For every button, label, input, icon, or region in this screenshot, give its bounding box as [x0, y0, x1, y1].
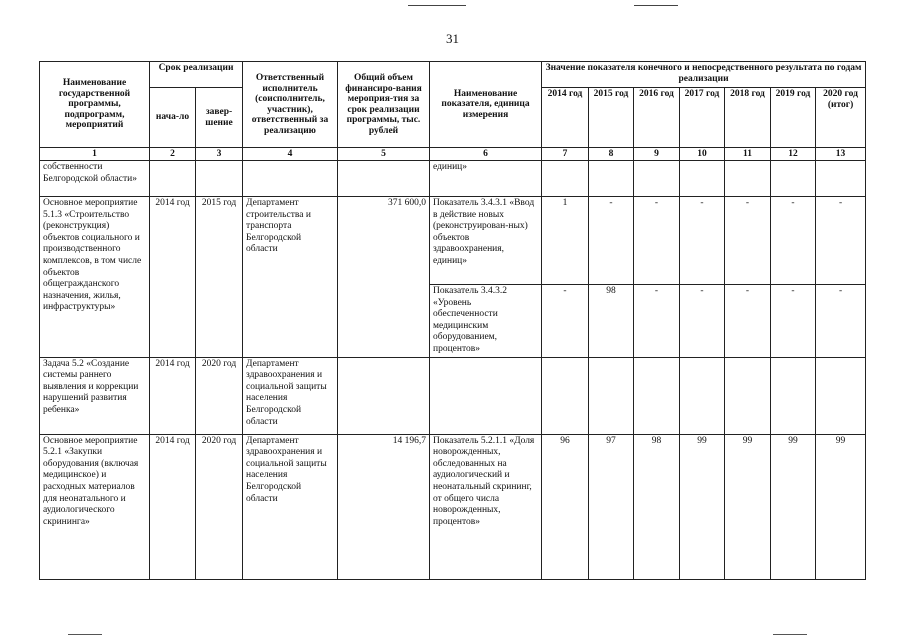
header-values-group: Значение показателя конечного и непосредственного результата по годам реализации — [542, 62, 866, 88]
value-cell: - — [634, 285, 680, 358]
header-name: Наименование государственной программы, подпрограмм, мероприятий — [40, 62, 150, 148]
program-table — [39, 61, 866, 580]
value-cell: 99 — [725, 434, 771, 579]
column-number: 13 — [816, 148, 866, 161]
m521-end: 2020 год — [196, 434, 243, 579]
value-cell: - — [771, 285, 816, 358]
m521-name: Основное мероприятие 5.2.1 «Закупки оборудования (включая медицинское) и расходных материалов для неонатального и аудиологического скрининга» — [40, 434, 150, 579]
header-indicator: Наименование показателя, единица измерения — [430, 62, 542, 148]
value-cell: 97 — [589, 434, 634, 579]
value-cell: - — [634, 197, 680, 285]
column-number: 11 — [725, 148, 771, 161]
column-number: 10 — [680, 148, 725, 161]
column-number: 1 — [40, 148, 150, 161]
header-responsible: Ответственный исполнитель (соисполнитель, участник), ответственный за реализацию — [243, 62, 338, 148]
m513-indicator-1: Показатель 3.4.3.1 «Ввод в действие новых (реконструирован-ных) объектов здравоохранения, единиц» — [430, 197, 542, 285]
value-cell: - — [816, 285, 866, 358]
value-cell: - — [771, 197, 816, 285]
value-cell: - — [589, 197, 634, 285]
column-number: 9 — [634, 148, 680, 161]
cont-name: собственности Белгородской области» — [40, 161, 150, 197]
value-cell: 96 — [542, 434, 589, 579]
header-year: 2018 год — [725, 88, 771, 148]
value-cell: 98 — [634, 434, 680, 579]
m513-start: 2014 год — [150, 197, 196, 358]
table-row — [40, 161, 866, 197]
column-number: 3 — [196, 148, 243, 161]
z52-responsible: Департамент здравоохранения и социальной защиты населения Белгородской области — [243, 357, 338, 434]
page-number: 31 — [446, 31, 459, 46]
header-year: 2016 год — [634, 88, 680, 148]
top-rule-center — [408, 5, 466, 6]
header-year: 2020 год (итог) — [816, 88, 866, 148]
z52-end: 2020 год — [196, 357, 243, 434]
value-cell: 99 — [816, 434, 866, 579]
m521-funding: 14 196,7 — [338, 434, 430, 579]
column-number: 4 — [243, 148, 338, 161]
value-cell: 1 — [542, 197, 589, 285]
m513-end: 2015 год — [196, 197, 243, 358]
m513-funding: 371 600,0 — [338, 197, 430, 358]
bottom-rule-right — [773, 634, 807, 635]
value-cell: - — [725, 285, 771, 358]
header-year: 2015 год — [589, 88, 634, 148]
column-number: 5 — [338, 148, 430, 161]
value-cell: 99 — [680, 434, 725, 579]
header-start: нача-ло — [150, 88, 196, 148]
cont-indicator: единиц» — [430, 161, 542, 197]
table-row — [40, 434, 866, 579]
column-number: 2 — [150, 148, 196, 161]
header-end: завер-шение — [196, 88, 243, 148]
value-cell: 99 — [771, 434, 816, 579]
m521-start: 2014 год — [150, 434, 196, 579]
m521-responsible: Департамент здравоохранения и социальной защиты населения Белгородской области — [243, 434, 338, 579]
column-number: 8 — [589, 148, 634, 161]
value-cell: - — [542, 285, 589, 358]
header-year: 2017 год — [680, 88, 725, 148]
header-year: 2014 год — [542, 88, 589, 148]
value-cell: 98 — [589, 285, 634, 358]
table-row — [40, 197, 866, 285]
header-year: 2019 год — [771, 88, 816, 148]
header-period: Срок реализации — [150, 62, 243, 88]
top-rule-right — [634, 5, 678, 6]
header-funding: Общий объем финансиро-вания мероприя-тия за срок реализации программы, тыс. рублей — [338, 62, 430, 148]
z52-start: 2014 год — [150, 357, 196, 434]
m513-indicator-2: Показатель 3.4.3.2 «Уровень обеспеченности медицинским оборудованием, процентов» — [430, 285, 542, 358]
value-cell: - — [816, 197, 866, 285]
m513-responsible: Департамент строительства и транспорта Белгородской области — [243, 197, 338, 358]
value-cell: - — [680, 197, 725, 285]
value-cell: - — [680, 285, 725, 358]
z52-name: Задача 5.2 «Создание системы раннего выявления и коррекции нарушений развития ребенка» — [40, 357, 150, 434]
m521-indicator: Показатель 5.2.1.1 «Доля новорожденных, обследованных на аудиологический и неонатальный скрининг, от общего числа новорожденных, процентов» — [430, 434, 542, 579]
bottom-rule-left — [68, 634, 102, 635]
column-number-row — [40, 148, 866, 161]
column-number: 12 — [771, 148, 816, 161]
column-number: 6 — [430, 148, 542, 161]
column-number: 7 — [542, 148, 589, 161]
m513-name: Основное мероприятие 5.1.3 «Строительство (реконструкция) объектов социального и производственного комплексов, в том числе объектов общегражданского назначения, жилья, инфраструктуры» — [40, 197, 150, 358]
table-row — [40, 357, 866, 434]
value-cell: - — [725, 197, 771, 285]
